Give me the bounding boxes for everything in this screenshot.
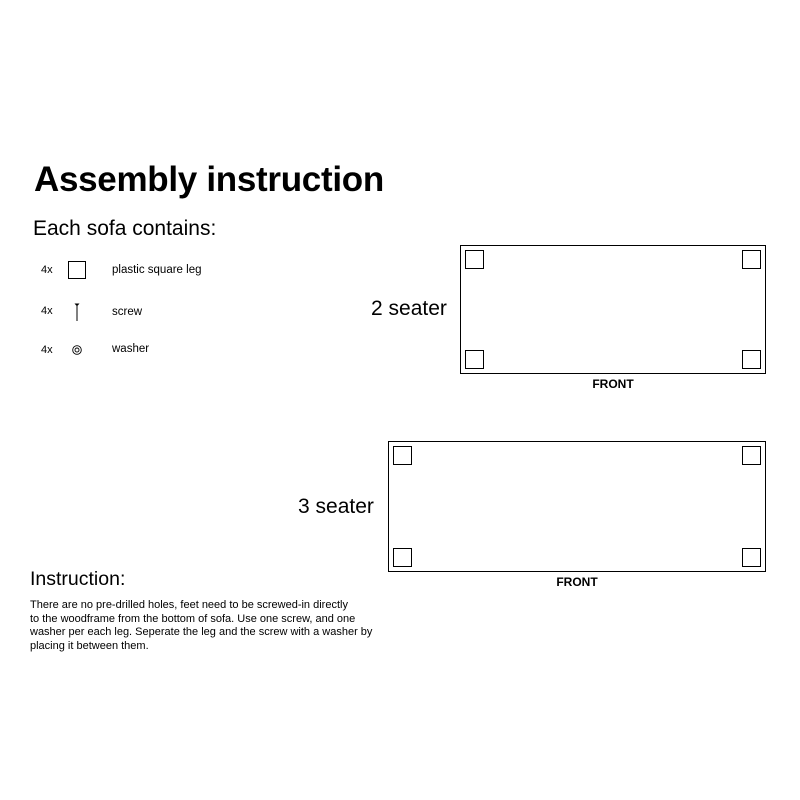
instruction-line: There are no pre-drilled holes, feet need to be screwed-in directly <box>30 599 348 611</box>
part-qty: 4x <box>41 264 53 276</box>
sofa-label: 2 seater <box>371 297 447 320</box>
page-title: Assembly instruction <box>34 160 384 199</box>
leg-marker <box>393 548 412 567</box>
part-label: washer <box>112 343 150 355</box>
sofa-outline <box>388 441 766 572</box>
part-label: plastic square leg <box>112 264 202 276</box>
leg-marker <box>393 446 412 465</box>
part-qty: 4x <box>41 305 53 317</box>
leg-marker <box>465 250 484 269</box>
square-leg-icon <box>68 261 86 279</box>
instruction-line: to the woodframe from the bottom of sofa. Use one screw, and one <box>30 612 356 625</box>
contents-heading: Each sofa contains: <box>33 217 217 240</box>
part-qty: 4x <box>41 344 53 356</box>
sofa-outline <box>460 245 766 374</box>
instruction-line: washer per each leg. Seperate the leg and the screw with a washer by <box>30 626 373 638</box>
leg-marker <box>742 350 761 369</box>
instruction-line: placing it between them. <box>30 639 149 652</box>
leg-marker <box>465 350 484 369</box>
sofa-label: 3 seater <box>298 495 374 518</box>
instruction-heading: Instruction: <box>30 568 126 590</box>
instruction-body <box>30 599 410 653</box>
leg-marker <box>742 548 761 567</box>
front-label: FRONT <box>556 575 598 589</box>
front-label: FRONT <box>592 377 634 391</box>
leg-marker <box>742 250 761 269</box>
part-label: screw <box>112 306 143 318</box>
washer-icon <box>71 344 83 356</box>
screw-icon <box>71 302 83 322</box>
leg-marker <box>742 446 761 465</box>
